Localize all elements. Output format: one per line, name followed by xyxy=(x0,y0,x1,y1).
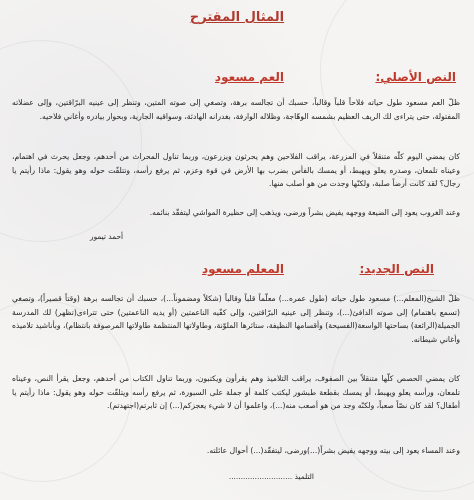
original-paragraph-2: كان يمضي اليوم كلّه متنقلاً في المزرعة، يراقب الفلاحين وهم يحرثون ويزرعون، وربما تناول المحراث من أحدهم، وجعل يحرث في اهتمام، وعيناه تلمعان، وصدره يعلو ويهبط، أو يمسك بالفأس بضرب بها الأرض في قوة وعزم، ثم يرفع رأسه، وتتلفّت حوله وهو يقول: ماذا رأيتم يا رجال؟ لقد كانت أرضاً صلبة، ولكنّها وجدت من هو أصلب منها. xyxy=(12,152,460,188)
new-paragraph-3: وعند المساء يعود إلى بيته ووجهه يفيض بشراً(...)ورضى، ليتفقّد(...) أحوال عائلته. xyxy=(206,446,460,455)
new-paragraph-2: كان يمضي الحصص كلّها متنقلاً بين الصفوف، يراقب التلاميذ وهم يقرأون ويكتبون، وربما تناول الكتاب من أحدهم، وجعل يقرأ النص، وعيناه تلمعان، ورأسه يعلو ويهبط، أو يمسك بقطعة طبشور ليكتب كلمة أو جملة على السبورة، ثم يرفع رأسه ويتلفّت حوله وهو يقول: ماذا رأيتم يا أطفال؟ لقد كان نصّاً صعباً، ولكنّه وجد من هو أصعب منه(...)، واعلموا أن لا شيء يعجزكم(...) إن ثابرتم(اجتهدتم). xyxy=(12,374,460,410)
new-paragraph-1: ظلّ الشيخ(المعلم...) مسعود طول حياته (طول عمره...) معلّماً قلباً وقالباً (شكلاً ومضموناً...)، حسبك أن تجالسه برهة (وقتاً قصيراً)، وتصغي (تسمع باهتمام) إلى صوته الدافئ(...)، وتنظر إلى عينيه البرّاقتين، وإلى كفّيه الناعمتين (أو يديه الناعمتين) حتى تتراءى(تظهر) لك المدرسة الجميلة(الرائعة) بساحتها الواسعة(الفسيحة) وأقسامها النظيفة، ستائرها الملوّنة، وطاولاتها المنتظمة طاولاتها المرصوفة بانتظام)، وبأناشيد تلاميذه وأغاني شيطانه. xyxy=(12,294,460,344)
new-text-label: النص الجديد: xyxy=(359,262,434,276)
new-text-subtitle: المعلم مسعود xyxy=(201,262,284,276)
original-text-subtitle: العم مسعود xyxy=(214,70,284,84)
original-paragraph-1: ظلّ العم مسعود طول حياته فلاحاً قلباً وقالباً، حسبك أن تجالسه برهة، وتصغي إلى صوته المتين، وتنظر إلى عينيه البرّاقتين، وإلى عضلاته المفتولة، حتى يتراءى لك الريف العظيم بشمسه الوهّاجة، وظلاله الوارفة، بغدرانه الهادئة، وسواقيه الجارية، وبحوار بيادره وأغاني فلاحيه. xyxy=(12,98,460,121)
new-author: التلميذ ........................... xyxy=(228,472,314,481)
page-title: المثال المقترح xyxy=(189,10,285,25)
original-text-label: النص الأصلي: xyxy=(375,70,456,84)
original-paragraph-3: وعند الغروب يعود إلى الضيعة ووجهه يفيض بشراً ورضى، ويذهب إلى حظيرة المواشي ليتفقّد بنائمه. xyxy=(149,208,460,217)
original-author: أحمد تيمور xyxy=(90,232,124,241)
